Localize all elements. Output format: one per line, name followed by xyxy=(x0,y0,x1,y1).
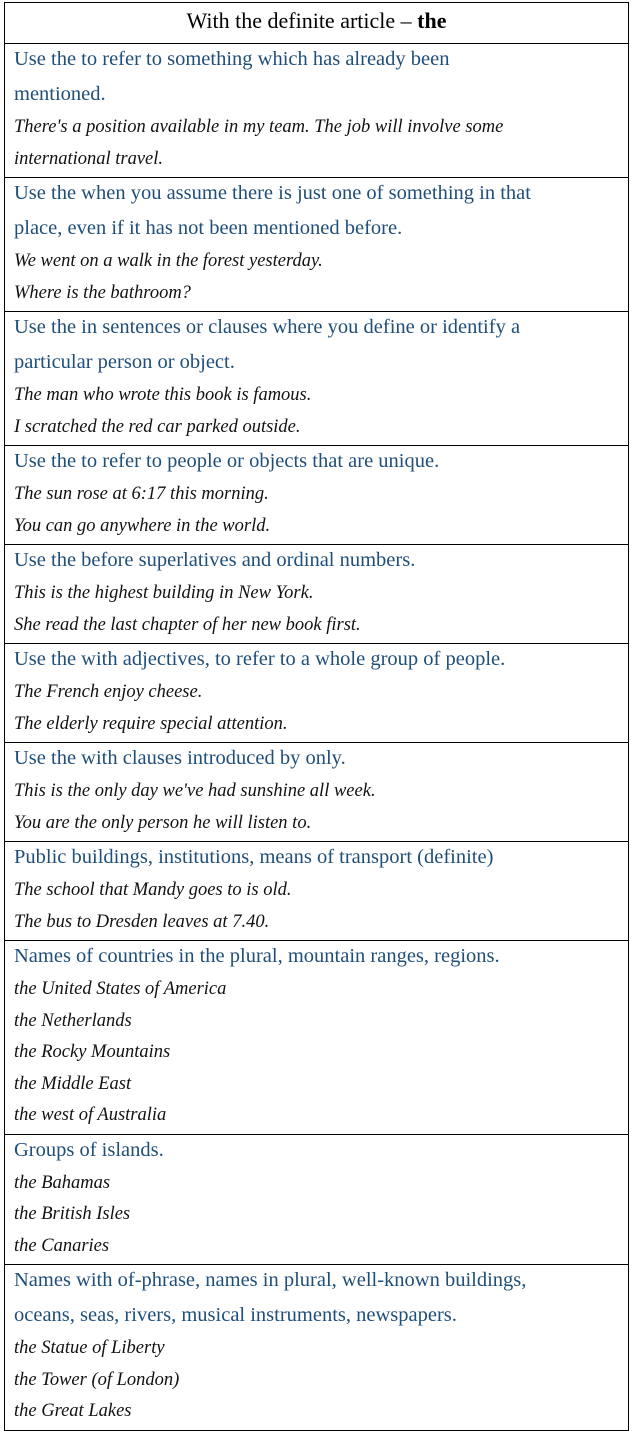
example-sentence: international travel. xyxy=(14,148,164,169)
rule-text: Use the before superlatives and ordinal numbers. xyxy=(14,549,416,571)
rule-text: particular person or object. xyxy=(14,351,235,373)
example-sentence: the British Isles xyxy=(14,1204,131,1224)
example-sentence: the Tower (of London) xyxy=(14,1369,180,1390)
example-sentence: She read the last chapter of her new book first. xyxy=(14,614,361,635)
rule-cell xyxy=(5,446,629,545)
example-sentence: You are the only person he will listen to. xyxy=(14,812,312,833)
example-sentence: the United States of America xyxy=(14,979,227,999)
rule-cell xyxy=(5,178,629,312)
rule-cell xyxy=(5,1265,629,1431)
rule-cell xyxy=(5,644,629,743)
example-sentence: the west of Australia xyxy=(14,1105,167,1125)
table-row xyxy=(5,44,629,178)
rule-cell xyxy=(5,743,629,842)
example-sentence: the Statue of Liberty xyxy=(14,1338,165,1358)
rule-text: Use the when you assume there is just one of something in that xyxy=(14,182,531,204)
rule-text: Use the to refer to something which has already been xyxy=(14,48,450,70)
rule-text: Use the in sentences or clauses where you define or identify a xyxy=(14,316,521,338)
rule-cell xyxy=(5,842,629,941)
table-row xyxy=(5,941,629,1135)
table-row xyxy=(5,312,629,446)
rule-text: Names of countries in the plural, mountain ranges, regions. xyxy=(14,945,500,967)
rule-cell xyxy=(5,312,629,446)
example-sentence: The elderly require special attention. xyxy=(14,713,288,734)
example-sentence: The bus to Dresden leaves at 7.40. xyxy=(14,911,270,932)
table-body xyxy=(5,3,629,1431)
example-sentence: the Netherlands xyxy=(14,1010,132,1031)
rule-text: Groups of islands. xyxy=(14,1138,164,1161)
table-row xyxy=(5,644,629,743)
example-sentence: Where is the bathroom? xyxy=(14,282,191,303)
rule-text: Names with of-phrase, names in plural, well-known buildings, xyxy=(14,1269,527,1291)
example-sentence: the Bahamas xyxy=(14,1172,111,1193)
table-header-row xyxy=(5,3,629,44)
rule-text: place, even if it has not been mentioned before. xyxy=(14,217,403,239)
rule-cell xyxy=(5,44,629,178)
table-title xyxy=(5,3,629,44)
title-prefix: With the definite article – xyxy=(186,8,412,33)
rule-text: Use the to refer to people or objects that are unique. xyxy=(14,450,440,472)
example-sentence: the Great Lakes xyxy=(14,1401,132,1421)
example-sentence: The school that Mandy goes to is old. xyxy=(14,880,292,900)
rule-text: oceans, seas, rivers, musical instruments, newspapers. xyxy=(14,1304,457,1326)
rule-text: Use the with clauses introduced by only. xyxy=(14,747,346,769)
example-sentence: The sun rose at 6:17 this morning. xyxy=(14,484,269,504)
example-sentence: There's a position available in my team. The job will involve some xyxy=(14,117,504,137)
table-row xyxy=(5,842,629,941)
example-sentence: the Canaries xyxy=(14,1235,110,1256)
table-row xyxy=(5,446,629,545)
rule-text: Use the with adjectives, to refer to a whole group of people. xyxy=(14,648,506,670)
example-sentence: I scratched the red car parked outside. xyxy=(14,416,301,437)
table-row xyxy=(5,545,629,644)
rule-cell xyxy=(5,545,629,644)
example-sentence: This is the highest building in New York. xyxy=(14,583,314,603)
table-row xyxy=(5,1134,629,1265)
title-bold-word: the xyxy=(417,8,447,33)
example-sentence: This is the only day we've had sunshine all week. xyxy=(14,781,376,801)
table-row xyxy=(5,1265,629,1431)
table-row xyxy=(5,743,629,842)
definite-article-table xyxy=(4,2,629,1431)
example-sentence: You can go anywhere in the world. xyxy=(14,515,271,536)
example-sentence: The man who wrote this book is famous. xyxy=(14,385,312,405)
rule-text: Public buildings, institutions, means of transport (definite) xyxy=(14,846,494,868)
rule-cell xyxy=(5,941,629,1135)
example-sentence: the Rocky Mountains xyxy=(14,1042,171,1062)
example-sentence: We went on a walk in the forest yesterday. xyxy=(14,251,323,271)
example-sentence: The French enjoy cheese. xyxy=(14,682,203,702)
table-row xyxy=(5,178,629,312)
rule-text: mentioned. xyxy=(14,83,106,105)
example-sentence: the Middle East xyxy=(14,1073,132,1094)
rule-cell xyxy=(5,1134,629,1265)
